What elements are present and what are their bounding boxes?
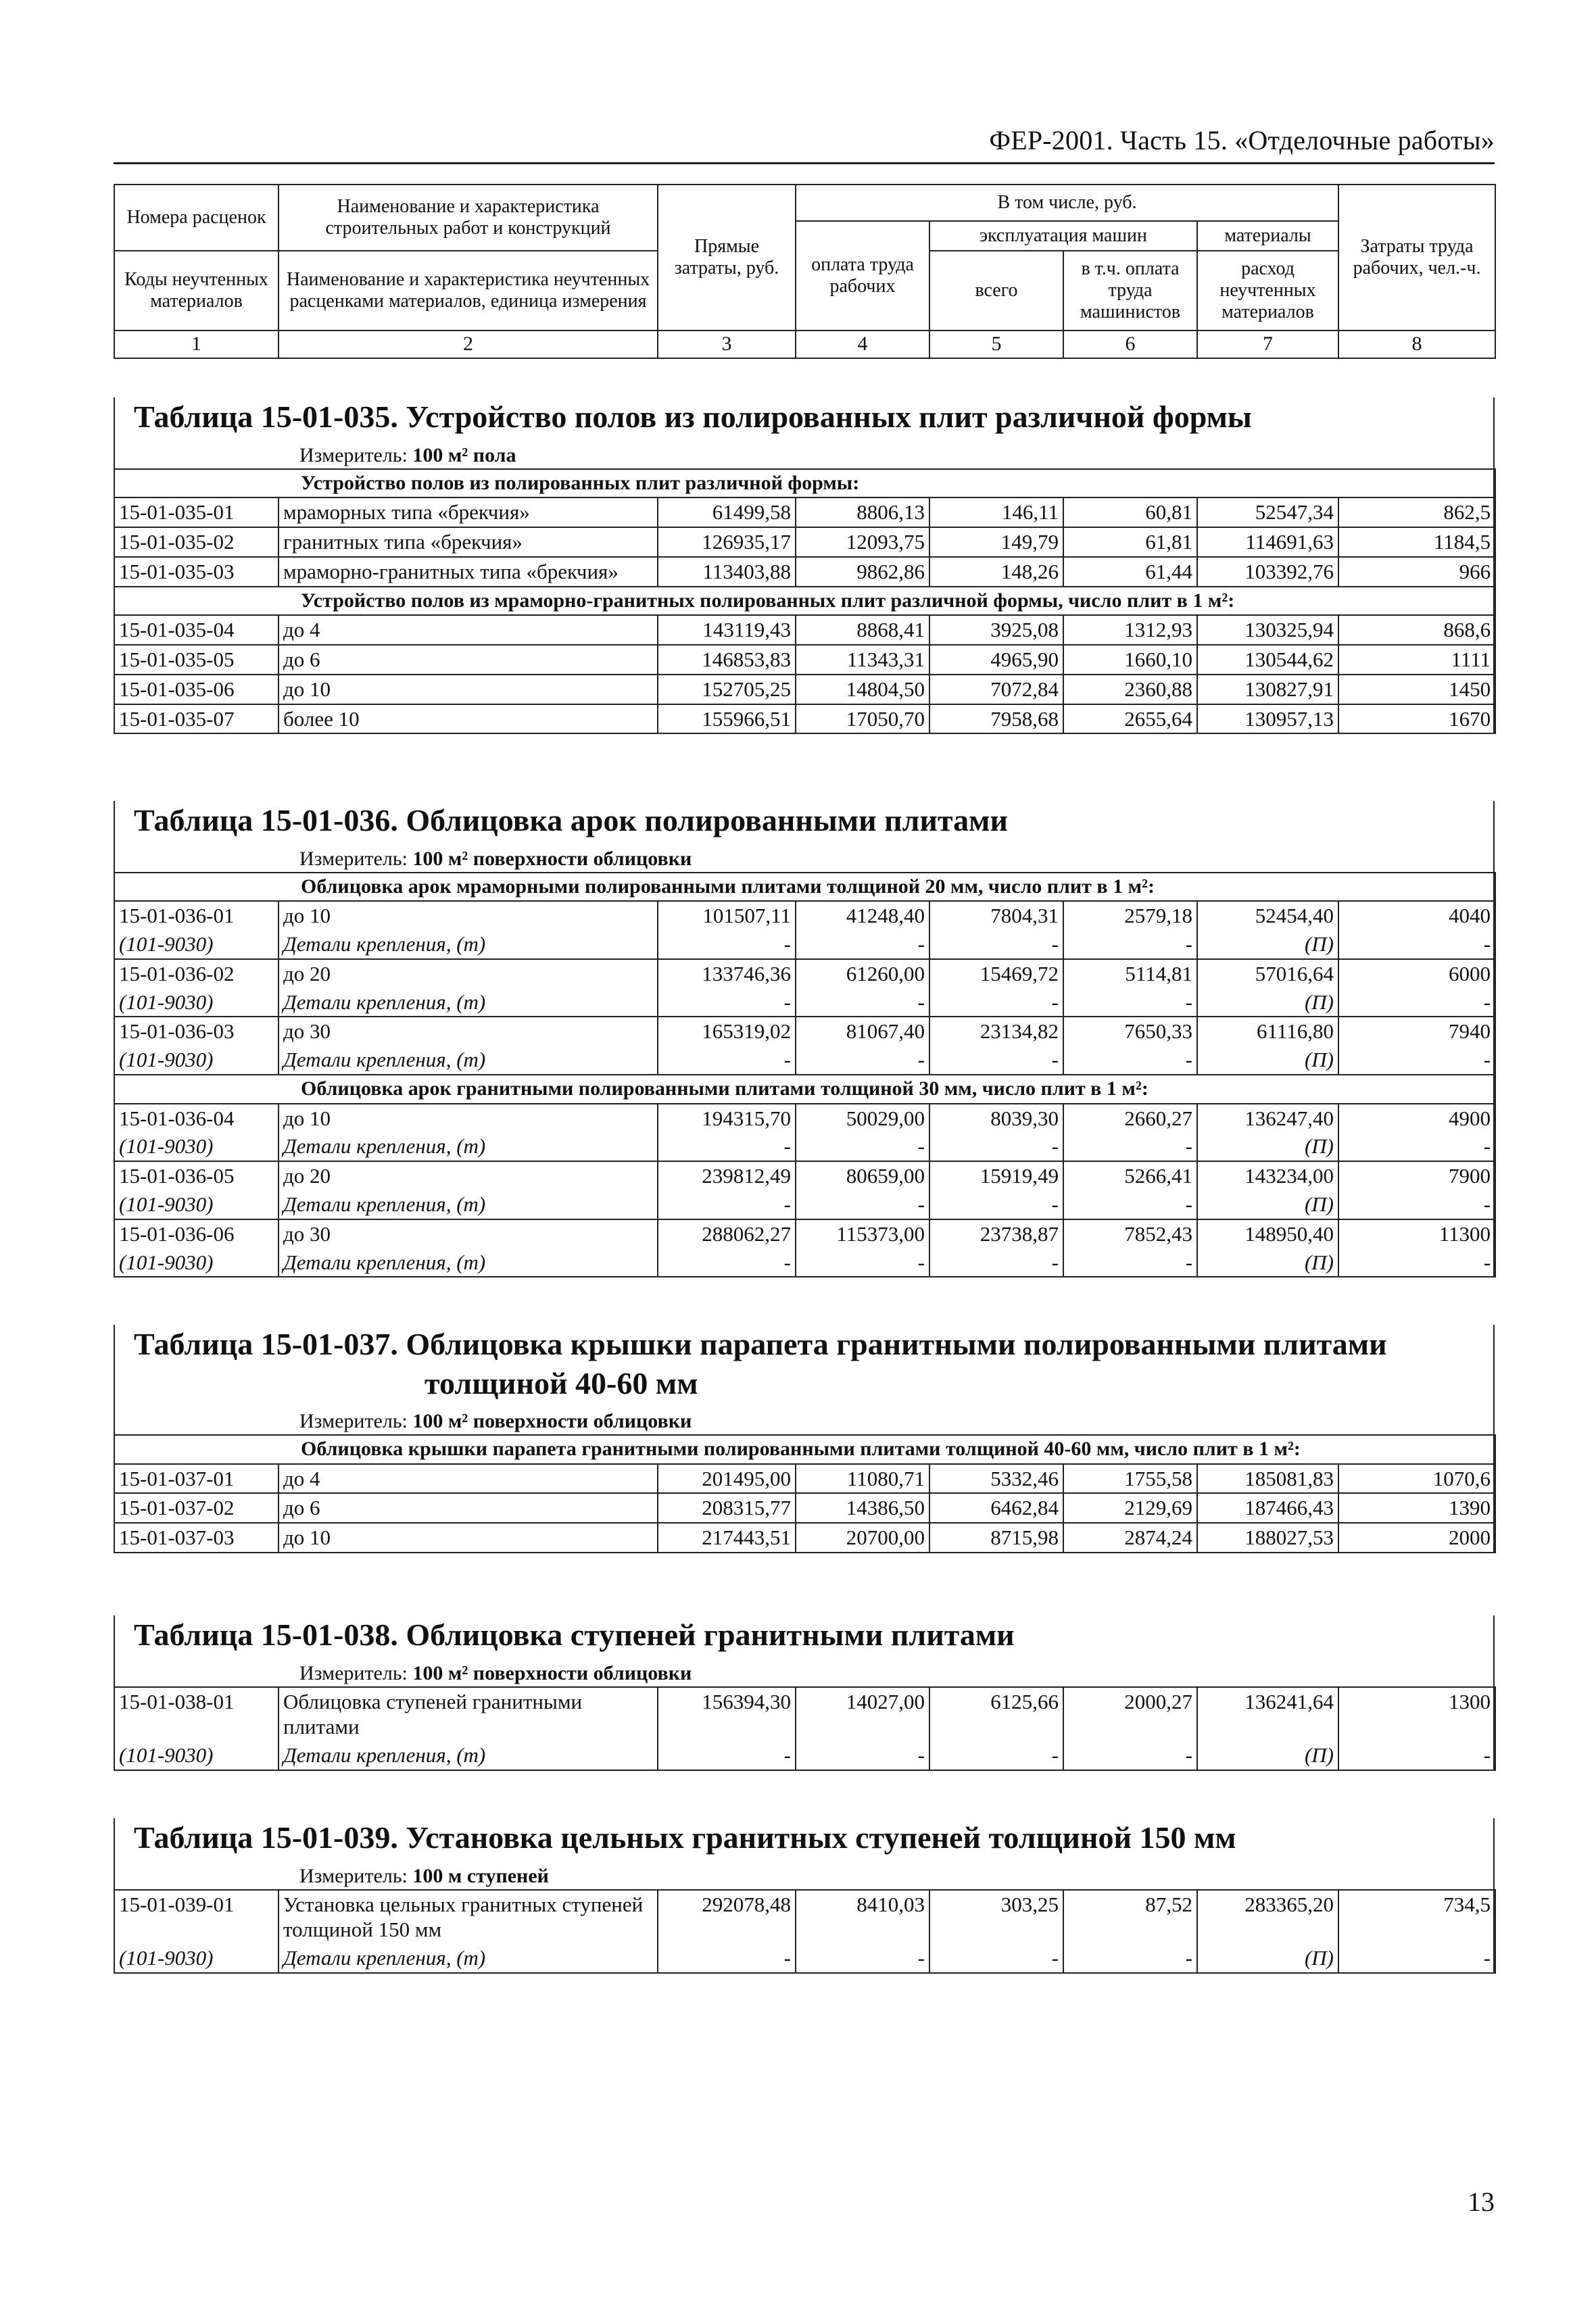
direct-cost: 155966,51 [658,704,796,734]
rate-name: Детали крепления, (т) [279,1046,658,1075]
rate-row [114,615,1495,645]
incl-header: В том числе, руб. [796,185,1338,221]
rate-row [114,527,1495,557]
machines-total: 148,26 [929,557,1063,587]
labor-pay: 50029,00 [796,1104,929,1133]
material-row [114,1741,1495,1770]
col5-header: всего [929,251,1063,331]
table-measure: Измеритель: 100 м² пола [299,443,516,466]
machines-total: 7958,68 [929,704,1063,734]
rate-name: более 10 [279,704,658,734]
group-header-row [114,469,1495,498]
labor-hours: 1670 [1338,704,1495,734]
page-number: 13 [1468,2187,1495,2217]
rate-name: Детали крепления, (т) [279,930,658,959]
rate-name: Детали крепления, (т) [279,1190,658,1219]
machines-total: - [929,1190,1063,1219]
labor-hours: 1390 [1338,1493,1495,1523]
machines-total: 5332,46 [929,1464,1063,1494]
rate-code: 15-01-035-04 [114,615,279,645]
table-block-038 [114,1615,1495,1771]
labor-pay: 11343,31 [796,645,929,675]
labor-pay: 61260,00 [796,959,929,988]
labor-pay: 41248,40 [796,901,929,930]
direct-cost: - [658,988,796,1017]
materials-cost: 103392,76 [1197,557,1338,587]
machinist-pay: 2874,24 [1063,1523,1197,1553]
machines-total: 303,25 [929,1890,1063,1945]
header-rule [114,162,1495,164]
col-num: 8 [1338,331,1495,358]
machines-total: - [929,988,1063,1017]
machinist-pay: 7852,43 [1063,1219,1197,1248]
materials-cost: 130544,62 [1197,645,1338,675]
col1-header-top: Номера расценок [114,185,279,251]
labor-hours: 868,6 [1338,615,1495,645]
rate-code: 15-01-035-05 [114,645,279,675]
rates-table [114,872,1496,1278]
machinist-pay: - [1063,1248,1197,1277]
materials-cost: 114691,63 [1197,527,1338,557]
machinist-pay: 5114,81 [1063,959,1197,988]
labor-hours: - [1338,1741,1495,1770]
machines-total: 146,11 [929,497,1063,527]
rate-name: до 10 [279,675,658,704]
material-row [114,1046,1495,1075]
machinist-pay: 7650,33 [1063,1017,1197,1046]
rate-code: 15-01-035-02 [114,527,279,557]
machinist-pay: - [1063,1132,1197,1161]
materials-cost: 187466,43 [1197,1493,1338,1523]
labor-pay: - [796,1046,929,1075]
direct-cost: 143119,43 [658,615,796,645]
rate-code: 15-01-037-02 [114,1493,279,1523]
rate-code: 15-01-036-01 [114,901,279,930]
labor-pay: - [796,988,929,1017]
rate-row [114,497,1495,527]
labor-hours: 1070,6 [1338,1464,1495,1494]
material-row [114,930,1495,959]
materials-cost: 185081,83 [1197,1464,1338,1494]
labor-hours: 4900 [1338,1104,1495,1133]
labor-pay: 8410,03 [796,1890,929,1945]
direct-cost: - [658,1944,796,1973]
rate-code: (101-9030) [114,1132,279,1161]
rate-name: Детали крепления, (т) [279,1248,658,1277]
direct-cost: 152705,25 [658,675,796,704]
running-header: ФЕР-2001. Часть 15. «Отделочные работы» [989,125,1495,155]
machines-total: - [929,1248,1063,1277]
labor-hours: 6000 [1338,959,1495,988]
material-row [114,1944,1495,1973]
materials-cost: (П) [1197,988,1338,1017]
direct-cost: 292078,48 [658,1890,796,1945]
direct-cost: 208315,77 [658,1493,796,1523]
direct-cost: 288062,27 [658,1219,796,1248]
table-block-035 [114,397,1495,734]
machinist-pay: 2000,27 [1063,1687,1197,1742]
labor-hours: 734,5 [1338,1890,1495,1945]
direct-cost: 61499,58 [658,497,796,527]
rate-row [114,1687,1495,1742]
materials-cost: 148950,40 [1197,1219,1338,1248]
machines-total: 8039,30 [929,1104,1063,1133]
table-title: Таблица 15-01-036. Облицовка арок полированными плитами [134,803,1008,837]
column-header-table [114,184,1496,359]
rate-name: мраморных типа «брекчия» [279,497,658,527]
materials-cost: 283365,20 [1197,1890,1338,1945]
machinist-pay: 2655,64 [1063,704,1197,734]
machinist-pay: - [1063,930,1197,959]
table-measure: Измеритель: 100 м² поверхности облицовки [299,1410,692,1432]
direct-cost: 165319,02 [658,1017,796,1046]
rate-code: 15-01-035-06 [114,675,279,704]
rate-name: Облицовка ступеней гранитными плитами [279,1687,658,1742]
direct-cost: 239812,49 [658,1161,796,1190]
rate-code: 15-01-035-07 [114,704,279,734]
machines-total: - [929,1741,1063,1770]
rate-name: до 10 [279,901,658,930]
materials-cost: 188027,53 [1197,1523,1338,1553]
table-title: Таблица 15-01-035. Устройство полов из полированных плит различной формы [134,399,1252,434]
rate-row [114,1464,1495,1494]
machinist-pay: 1660,10 [1063,645,1197,675]
labor-hours: 862,5 [1338,497,1495,527]
materials-cost: (П) [1197,1944,1338,1973]
direct-cost: 194315,70 [658,1104,796,1133]
materials-cost: 143234,00 [1197,1161,1338,1190]
rate-code: 15-01-037-01 [114,1464,279,1494]
rate-name: до 10 [279,1523,658,1553]
machines-total: - [929,1132,1063,1161]
machinist-pay: 2579,18 [1063,901,1197,930]
group-header-row [114,873,1495,902]
labor-pay: - [796,1132,929,1161]
machines-total: - [929,1046,1063,1075]
rate-row [114,1161,1495,1190]
rate-code: 15-01-036-02 [114,959,279,988]
group-header-row [114,1435,1495,1464]
direct-cost: 156394,30 [658,1687,796,1742]
machinist-pay: 61,44 [1063,557,1197,587]
rate-code: (101-9030) [114,1248,279,1277]
rate-name: Детали крепления, (т) [279,1741,658,1770]
machines-total: 4965,90 [929,645,1063,675]
rate-row [114,1890,1495,1945]
labor-hours: - [1338,1248,1495,1277]
table-title: Таблица 15-01-039. Установка цельных гранитных ступеней толщиной 150 мм [134,1820,1236,1855]
direct-cost: - [658,1046,796,1075]
material-row [114,988,1495,1017]
labor-pay: - [796,1741,929,1770]
rate-name: до 4 [279,615,658,645]
machinist-pay: 2660,27 [1063,1104,1197,1133]
rate-row [114,901,1495,930]
machinist-pay: - [1063,1741,1197,1770]
materials-cost: 130957,13 [1197,704,1338,734]
direct-cost: 133746,36 [658,959,796,988]
material-row [114,1248,1495,1277]
machinist-pay: 1312,93 [1063,615,1197,645]
rate-name: Установка цельных гранитных ступеней толщиной 150 мм [279,1890,658,1945]
direct-cost: - [658,930,796,959]
rate-code: 15-01-036-05 [114,1161,279,1190]
rate-code: (101-9030) [114,988,279,1017]
table-title: Таблица 15-01-038. Облицовка ступеней гранитными плитами [134,1617,1015,1652]
rate-row [114,1104,1495,1133]
machines-total: 23738,87 [929,1219,1063,1248]
materials-cost: 61116,80 [1197,1017,1338,1046]
rate-row [114,675,1495,704]
rate-code: 15-01-037-03 [114,1523,279,1553]
direct-cost: - [658,1741,796,1770]
labor-pay: 9862,86 [796,557,929,587]
materials-cost: (П) [1197,930,1338,959]
labor-hours: 7940 [1338,1017,1495,1046]
machines-total: 7072,84 [929,675,1063,704]
rate-name: до 6 [279,645,658,675]
labor-pay: 11080,71 [796,1464,929,1494]
labor-pay: 80659,00 [796,1161,929,1190]
materials-cost: (П) [1197,1190,1338,1219]
rate-code: 15-01-039-01 [114,1890,279,1945]
table-title: Таблица 15-01-037. Облицовка крышки парапета гранитными полированными плитами толщиной 40-60 мм [134,1327,1387,1400]
rate-code: 15-01-036-04 [114,1104,279,1133]
direct-cost: 217443,51 [658,1523,796,1553]
machines-total: 6125,66 [929,1687,1063,1742]
rate-code: (101-9030) [114,1046,279,1075]
rate-name: до 6 [279,1493,658,1523]
materials-cost: 130827,91 [1197,675,1338,704]
materials-cost: 136241,64 [1197,1687,1338,1742]
rate-code: 15-01-036-03 [114,1017,279,1046]
col4-header: оплата труда рабочих [796,221,929,331]
col2-header-bottom: Наименование и характеристика неучтенных расценками материалов, единица измерения [279,251,658,331]
labor-hours: - [1338,1944,1495,1973]
rate-name: до 10 [279,1104,658,1133]
labor-hours: - [1338,1132,1495,1161]
machines-total: 8715,98 [929,1523,1063,1553]
direct-cost: 146853,83 [658,645,796,675]
machines-total: 149,79 [929,527,1063,557]
col-num: 1 [114,331,279,358]
table-measure: Измеритель: 100 м² поверхности облицовки [299,1661,692,1684]
labor-pay: - [796,1190,929,1219]
rate-row [114,1523,1495,1553]
labor-pay: 17050,70 [796,704,929,734]
machines-total: 3925,08 [929,615,1063,645]
machinist-pay: - [1063,1944,1197,1973]
labor-pay: - [796,1944,929,1973]
table-measure: Измеритель: 100 м ступеней [299,1864,549,1887]
direct-cost: - [658,1190,796,1219]
machines-total: 15469,72 [929,959,1063,988]
direct-cost: 113403,88 [658,557,796,587]
labor-pay: 14386,50 [796,1493,929,1523]
table-block-039 [114,1818,1495,1974]
machinist-pay: - [1063,1190,1197,1219]
rate-name: до 20 [279,1161,658,1190]
machinist-pay: 2129,69 [1063,1493,1197,1523]
rate-row [114,557,1495,587]
rate-code: (101-9030) [114,930,279,959]
col-num: 6 [1063,331,1197,358]
labor-pay: 115373,00 [796,1219,929,1248]
rate-name: Детали крепления, (т) [279,1944,658,1973]
rate-code: (101-9030) [114,1944,279,1973]
labor-hours: - [1338,930,1495,959]
rate-row [114,1493,1495,1523]
rate-code: (101-9030) [114,1190,279,1219]
labor-hours: 1300 [1338,1687,1495,1742]
col-num: 2 [279,331,658,358]
rate-code: 15-01-035-03 [114,557,279,587]
labor-hours: 2000 [1338,1523,1495,1553]
materials-cost: (П) [1197,1132,1338,1161]
materials-cost: 130325,94 [1197,615,1338,645]
materials-cost: 136247,40 [1197,1104,1338,1133]
group-header-text: Устройство полов из полированных плит различной формы: [114,469,1495,498]
direct-cost: 101507,11 [658,901,796,930]
col-num: 3 [658,331,796,358]
machinist-pay: - [1063,988,1197,1017]
machines-total: 7804,31 [929,901,1063,930]
materials-cost: (П) [1197,1741,1338,1770]
rate-name: до 30 [279,1017,658,1046]
col7-header: расход неучтенных материалов [1197,251,1338,331]
rate-name: гранитных типа «брекчия» [279,527,658,557]
direct-cost: - [658,1248,796,1277]
machinist-pay: 61,81 [1063,527,1197,557]
col8-header: Затраты труда рабочих, чел.-ч. [1338,185,1495,331]
col-num: 4 [796,331,929,358]
labor-hours: 11300 [1338,1219,1495,1248]
labor-pay: 12093,75 [796,527,929,557]
materials-cost: 57016,64 [1197,959,1338,988]
group-header-text: Устройство полов из мраморно-гранитных полированных плит различной формы, число плит в 1 м²: [114,587,1495,616]
group-header-row [114,1075,1495,1104]
machinist-pay: 1755,58 [1063,1464,1197,1494]
group-header-row [114,587,1495,616]
group-header-text: Облицовка арок мраморными полированными плитами толщиной 20 мм, число плит в 1 м²: [114,873,1495,902]
table-block-037 [114,1325,1495,1553]
materials-cost: 52454,40 [1197,901,1338,930]
machines-header: эксплуатация машин [929,221,1197,251]
group-header-text: Облицовка арок гранитными полированными плитами толщиной 30 мм, число плит в 1 м²: [114,1075,1495,1104]
materials-header: материалы [1197,221,1338,251]
labor-hours: 966 [1338,557,1495,587]
col2-header-top: Наименование и характеристика строительных работ и конструкций [279,185,658,251]
labor-pay: - [796,1248,929,1277]
machines-total: 15919,49 [929,1161,1063,1190]
col1-header-bottom: Коды неучтенных материалов [114,251,279,331]
machinist-pay: 5266,41 [1063,1161,1197,1190]
rate-name: Детали крепления, (т) [279,1132,658,1161]
rates-table [114,1686,1496,1771]
labor-hours: - [1338,1190,1495,1219]
rates-table [114,1889,1496,1974]
direct-cost: - [658,1132,796,1161]
machines-total: 23134,82 [929,1017,1063,1046]
rate-name: до 4 [279,1464,658,1494]
machinist-pay: 2360,88 [1063,675,1197,704]
labor-hours: 1184,5 [1338,527,1495,557]
rate-name: мраморно-гранитных типа «брекчия» [279,557,658,587]
materials-cost: 52547,34 [1197,497,1338,527]
rate-row [114,645,1495,675]
rate-name: до 30 [279,1219,658,1248]
labor-hours: 1450 [1338,675,1495,704]
col-num: 5 [929,331,1063,358]
materials-cost: (П) [1197,1248,1338,1277]
labor-pay: 20700,00 [796,1523,929,1553]
rates-table [114,1434,1496,1553]
rate-name: до 20 [279,959,658,988]
machines-total: - [929,1944,1063,1973]
labor-pay: 8806,13 [796,497,929,527]
rates-table [114,468,1496,735]
labor-hours: - [1338,1046,1495,1075]
rate-name: Детали крепления, (т) [279,988,658,1017]
labor-pay: 81067,40 [796,1017,929,1046]
direct-cost: 201495,00 [658,1464,796,1494]
machinist-pay: 87,52 [1063,1890,1197,1945]
rate-row [114,704,1495,734]
labor-hours: - [1338,988,1495,1017]
table-measure: Измеритель: 100 м² поверхности облицовки [299,847,692,870]
rate-row [114,959,1495,988]
labor-pay: 14027,00 [796,1687,929,1742]
table-block-036 [114,801,1495,1277]
machines-total: 6462,84 [929,1493,1063,1523]
labor-pay: 14804,50 [796,675,929,704]
rate-row [114,1219,1495,1248]
col3-header: Прямые затраты, руб. [658,185,796,331]
rate-code: 15-01-038-01 [114,1687,279,1742]
col6-header: в т.ч. оплата труда машинистов [1063,251,1197,331]
rate-row [114,1017,1495,1046]
direct-cost: 126935,17 [658,527,796,557]
labor-hours: 1111 [1338,645,1495,675]
material-row [114,1190,1495,1219]
machinist-pay: - [1063,1046,1197,1075]
labor-hours: 7900 [1338,1161,1495,1190]
machines-total: - [929,930,1063,959]
rate-code: (101-9030) [114,1741,279,1770]
rate-code: 15-01-035-01 [114,497,279,527]
rate-code: 15-01-036-06 [114,1219,279,1248]
machinist-pay: 60,81 [1063,497,1197,527]
materials-cost: (П) [1197,1046,1338,1075]
labor-hours: 4040 [1338,901,1495,930]
labor-pay: 8868,41 [796,615,929,645]
labor-pay: - [796,930,929,959]
material-row [114,1132,1495,1161]
col-num: 7 [1197,331,1338,358]
group-header-text: Облицовка крышки парапета гранитными полированными плитами толщиной 40-60 мм, число плит в 1 м²: [114,1435,1495,1464]
